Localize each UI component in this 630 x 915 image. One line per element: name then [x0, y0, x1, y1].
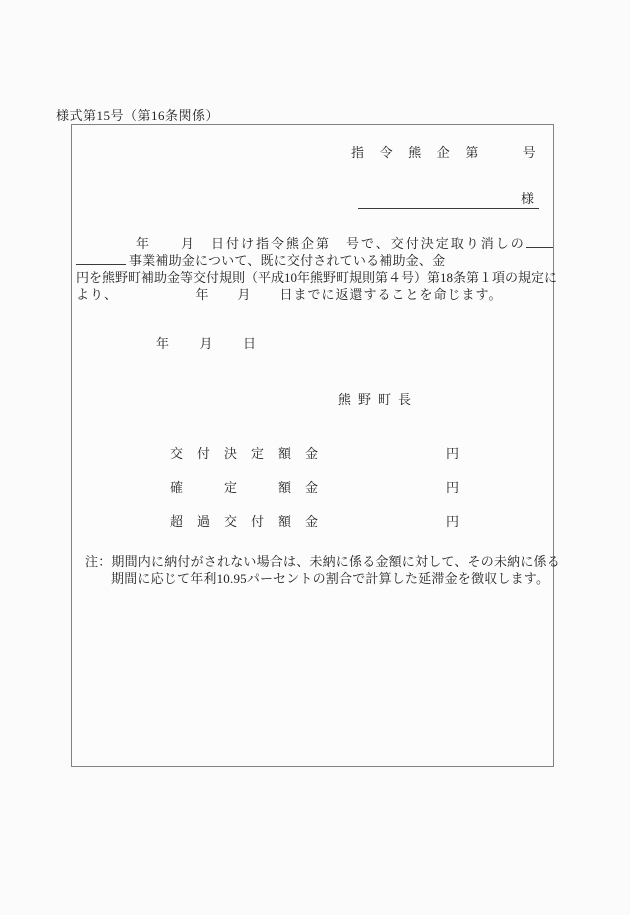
amount-unit-yen: 円	[446, 480, 460, 495]
form-number-caption: 様式第15号（第16条関係）	[56, 108, 220, 123]
body-line-4: より、 年 月 日までに返還することを命じます。	[76, 287, 503, 302]
amount-row-granted	[170, 443, 540, 477]
amount-unit-yen: 円	[446, 514, 460, 529]
note-section	[85, 553, 560, 587]
note-line-1: 注：期間内に納付がされない場合は、未納に係る金額に対して、その未納に係る	[85, 554, 560, 569]
amount-unit-yen: 円	[446, 446, 460, 461]
body-line-3: 円を熊野町補助金等交付規則（平成10年熊野町規則第４号）第18条第１項の規定に	[76, 270, 558, 285]
addressee-blank-line	[358, 189, 539, 209]
amount-row-excess	[170, 511, 540, 545]
mayor-signature-line: 熊野町長	[338, 392, 419, 407]
body-line-1-text: 年 月 日付け指令熊企第 号で、交付決定取り消しの	[76, 236, 526, 251]
blank-field	[526, 235, 553, 248]
body-line-2	[76, 252, 552, 269]
directive-number-line: 指 令 熊 企 第 号	[351, 145, 537, 160]
blank-field	[76, 252, 126, 265]
body-line-2-text: 事業補助金について、既に交付されている補助金、金	[129, 253, 446, 268]
amount-row-fixed	[170, 477, 540, 511]
addressee-suffix: 様	[520, 191, 534, 206]
note-line-2: 期間に応じて年利10.95パーセントの割合で計算した延滞金を徴収します。	[111, 571, 550, 586]
body-paragraph	[76, 235, 558, 303]
amount-section	[170, 443, 540, 545]
amount-label: 超 過 交 付 額 金	[170, 514, 319, 529]
body-line-1	[76, 235, 552, 252]
amount-label: 交 付 決 定 額 金	[170, 446, 319, 461]
amount-label: 確 定 額 金	[170, 480, 319, 495]
document-border-box	[71, 124, 560, 767]
date-line: 年 月 日	[156, 336, 258, 351]
